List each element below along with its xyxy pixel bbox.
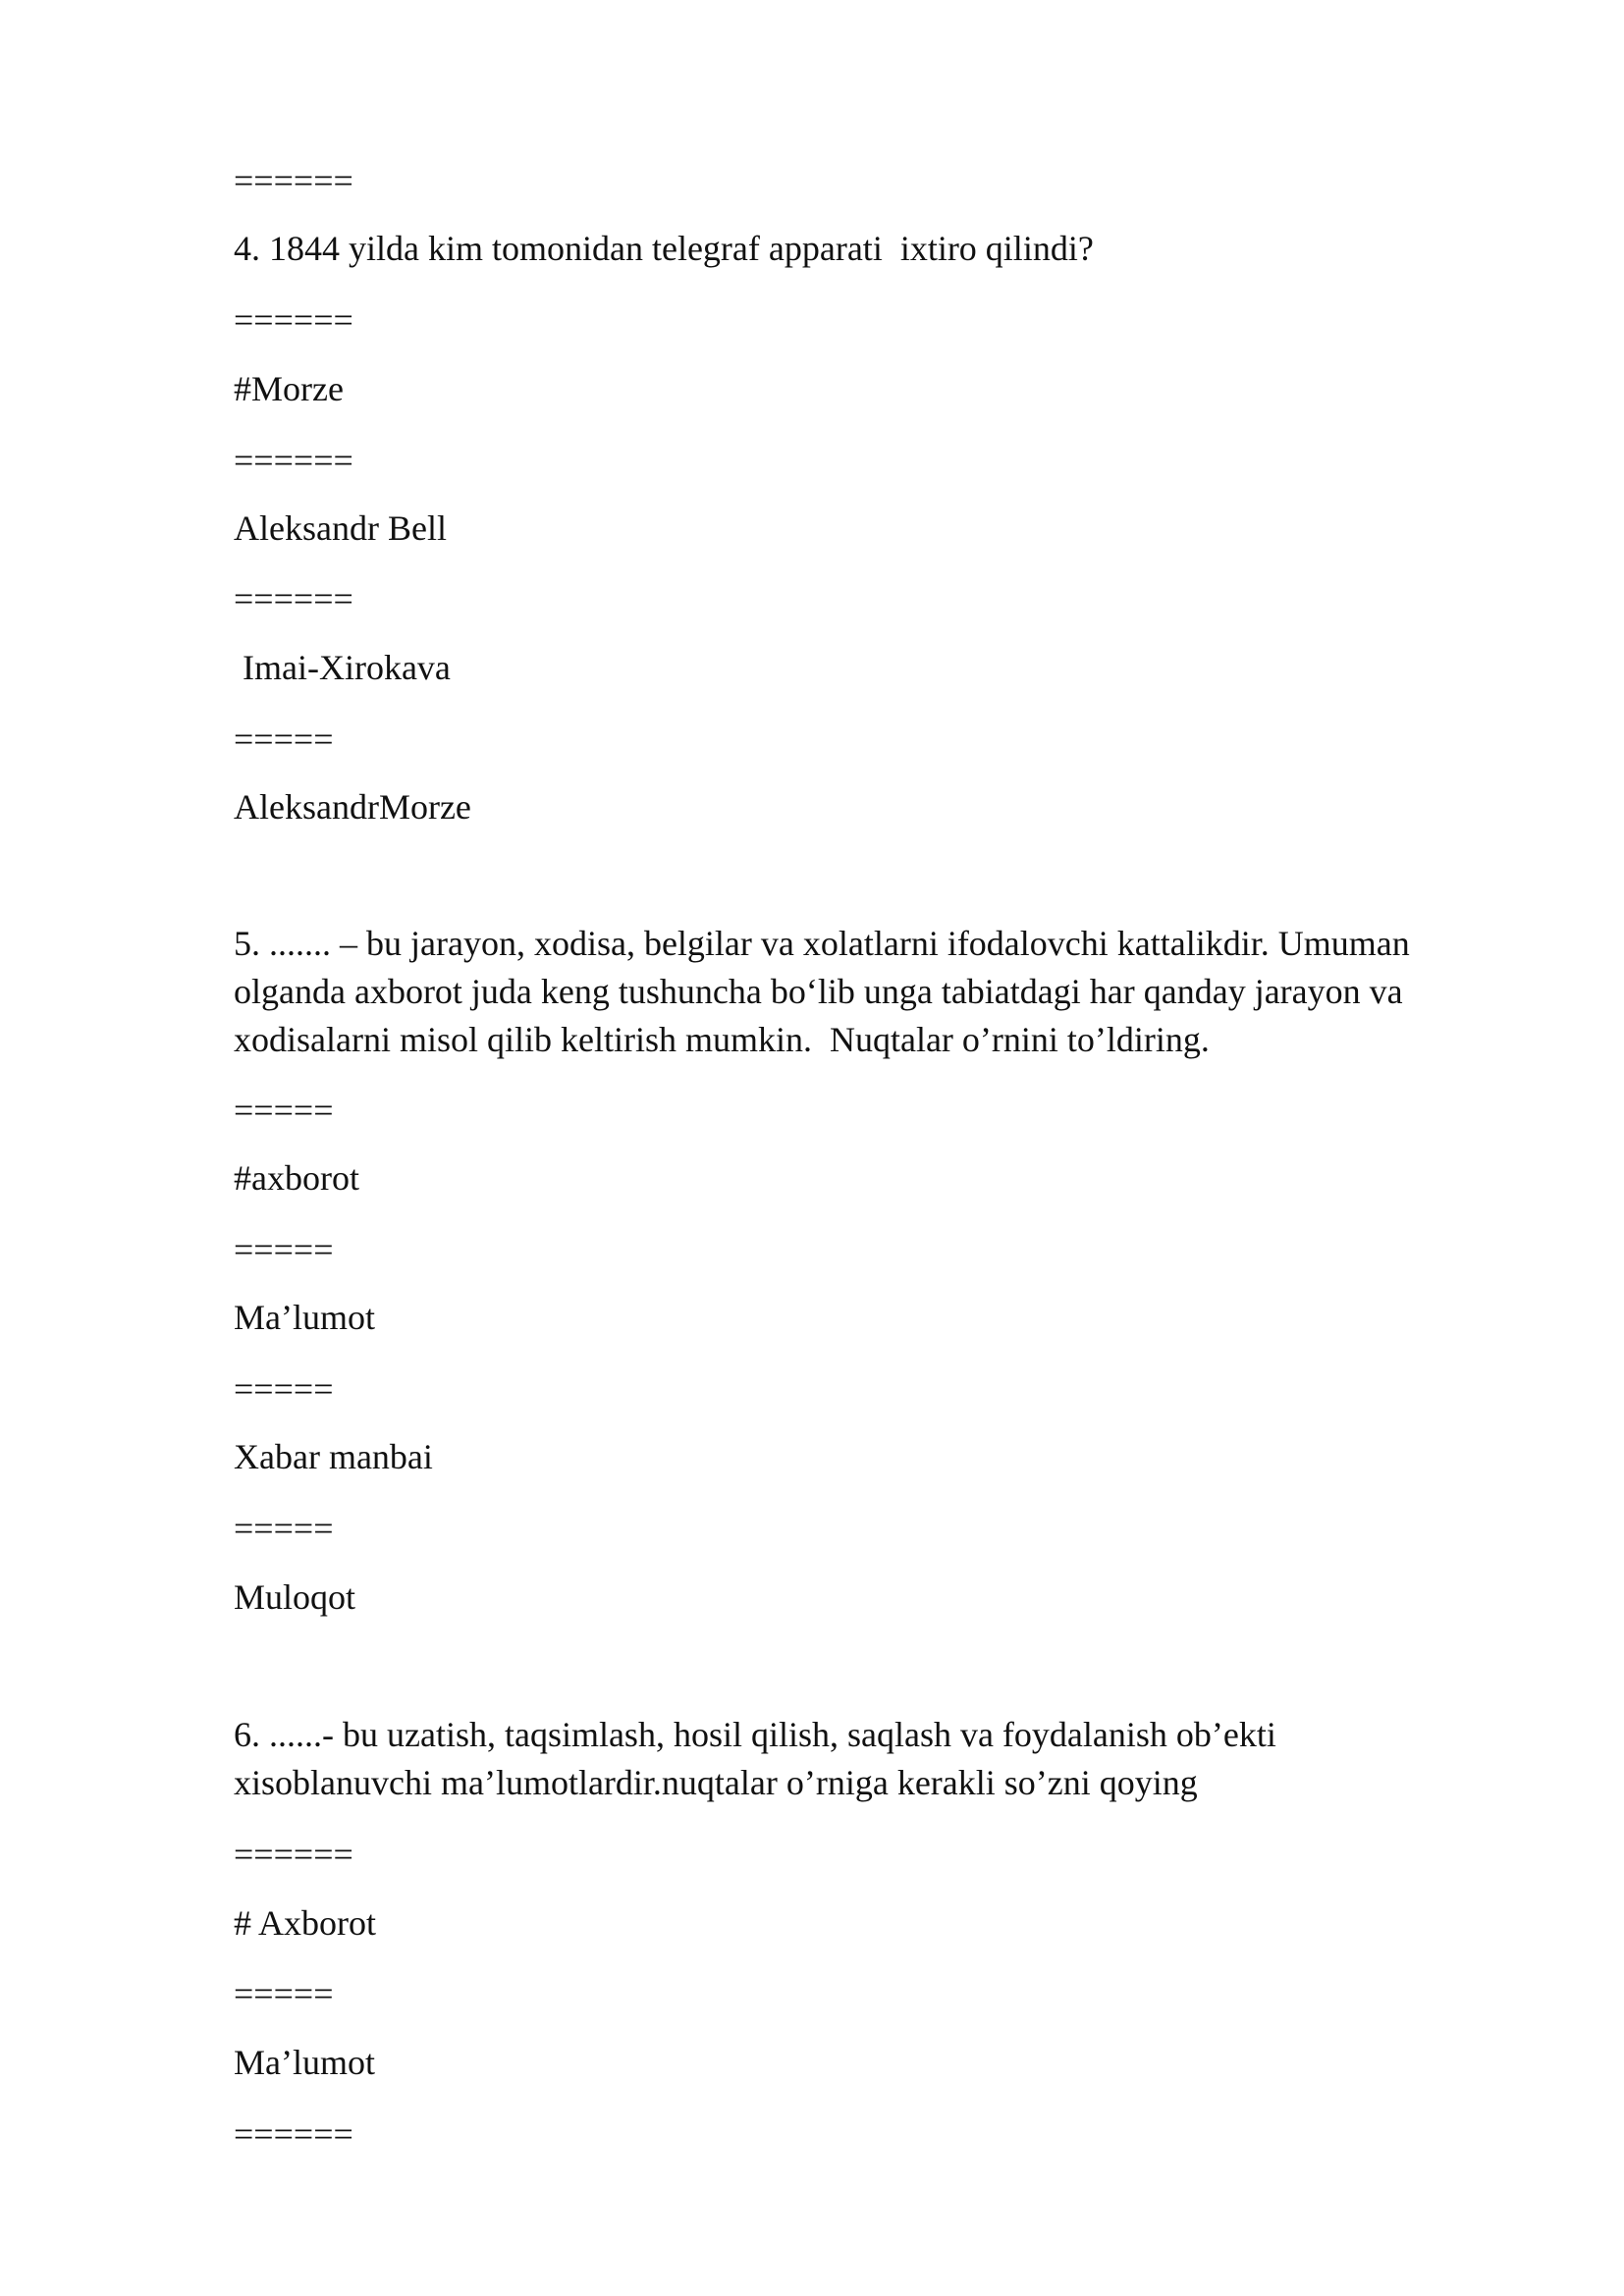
separator: ====== bbox=[234, 579, 353, 618]
answer-correct: #axborot bbox=[234, 1158, 359, 1198]
separator: ===== bbox=[234, 1509, 334, 1548]
answer-option: Imai-Xirokava bbox=[234, 648, 451, 687]
answer-correct: #Morze bbox=[234, 369, 344, 408]
answer-option: Aleksandr Bell bbox=[234, 508, 447, 548]
question-5-line: xodisalarni misol qilib keltirish mumkin. Nuqtalar o’rnini to’ldiring. bbox=[234, 1020, 1210, 1059]
question-5-line: olganda axborot juda keng tushuncha bo‘lib unga tabiatdagi har qanday jarayon va bbox=[234, 972, 1403, 1011]
question-6-line: 6. ......- bu uzatish, taqsimlash, hosil qilish, saqlash va foydalanish ob’ekti bbox=[234, 1715, 1276, 1754]
separator: ====== bbox=[234, 1835, 353, 1874]
answer-option: Xabar manbai bbox=[234, 1437, 433, 1476]
separator: ===== bbox=[234, 1230, 334, 1269]
separator: ===== bbox=[234, 720, 334, 759]
separator: ===== bbox=[234, 1974, 334, 2013]
answer-option: Ma’lumot bbox=[234, 2043, 375, 2082]
answer-option: AleksandrMorze bbox=[234, 787, 471, 827]
question-6-line: xisoblanuvchi ma’lumotlardir.nuqtalar o’rniga kerakli so’zni qoying bbox=[234, 1763, 1198, 1802]
separator: ====== bbox=[234, 161, 353, 200]
separator: ====== bbox=[234, 441, 353, 480]
answer-option: Ma’lumot bbox=[234, 1298, 375, 1337]
separator: ====== bbox=[234, 300, 353, 340]
question-5 bbox=[234, 920, 1540, 1064]
separator: ====== bbox=[234, 2114, 353, 2154]
separator: ===== bbox=[234, 1091, 334, 1130]
answer-option: Muloqot bbox=[234, 1577, 356, 1617]
question-5-line: 5. ....... – bu jarayon, xodisa, belgilar va xolatlarni ifodalovchi kattalikdir. Umuman bbox=[234, 924, 1410, 963]
question-4: 4. 1844 yilda kim tomonidan telegraf apparati ixtiro qilindi? bbox=[234, 229, 1094, 268]
answer-correct: # Axborot bbox=[234, 1903, 377, 1943]
separator: ===== bbox=[234, 1369, 334, 1409]
question-6 bbox=[234, 1711, 1540, 1807]
